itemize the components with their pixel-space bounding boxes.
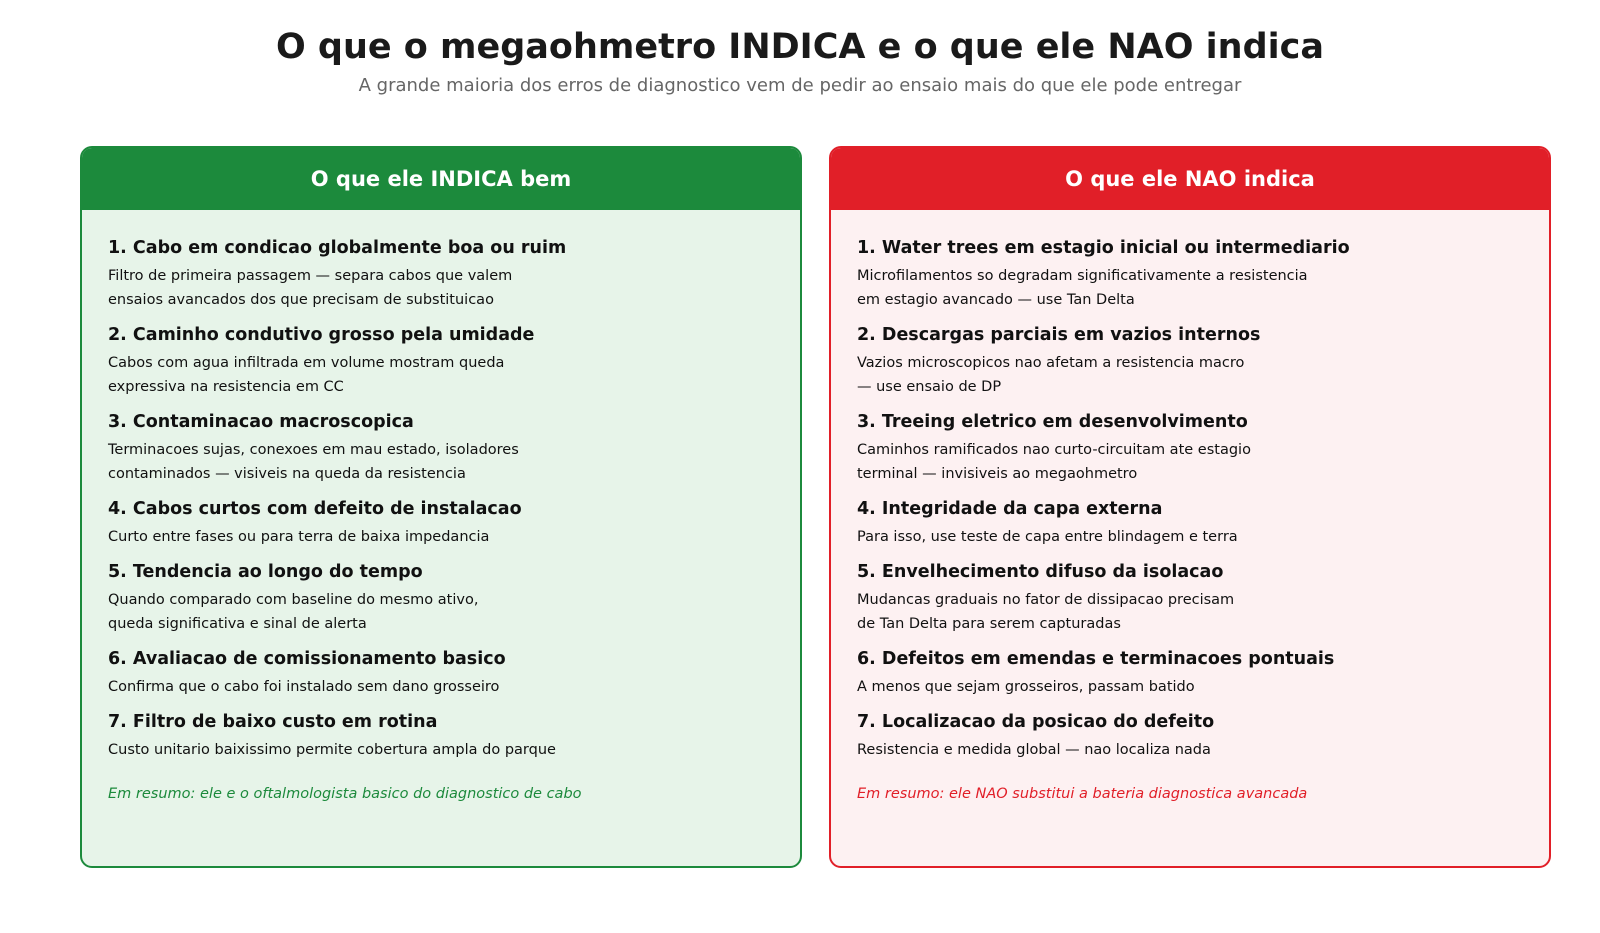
not-indicates-panel-header: O que ele NAO indica [831, 148, 1549, 210]
not-indicates-item-title: 7. Localizacao da posicao do defeito [857, 712, 1215, 732]
not-indicates-item [857, 236, 1523, 312]
not-indicates-item [857, 560, 1523, 636]
not-indicates-panel-body [831, 210, 1549, 806]
indicates-item-title: 4. Cabos curtos com defeito de instalacao [108, 499, 522, 519]
not-indicates-item [857, 323, 1523, 399]
indicates-item-title: 3. Contaminacao macroscopica [108, 412, 414, 432]
not-indicates-item-desc: Resistencia e medida global — nao localiza nada [857, 742, 1211, 758]
not-indicates-item [857, 497, 1523, 549]
not-indicates-item-desc: Para isso, use teste de capa entre blindagem e terra [857, 529, 1238, 545]
not-indicates-summary: Em resumo: ele NAO substitui a bateria diagnostica avancada [857, 786, 1308, 802]
not-indicates-item [857, 410, 1523, 486]
indicates-item [108, 323, 774, 399]
indicates-item [108, 497, 774, 549]
indicates-item-desc: Quando comparado com baseline do mesmo ativo, queda significativa e sinal de alerta [108, 592, 479, 632]
page-title: O que o megaohmetro INDICA e o que ele NAO indica [275, 27, 1325, 67]
page-subtitle: A grande maioria dos erros de diagnostico vem de pedir ao ensaio mais do que ele pode entregar [358, 75, 1242, 96]
not-indicates-item [857, 710, 1523, 762]
indicates-item [108, 410, 774, 486]
not-indicates-item-desc: A menos que sejam grosseiros, passam batido [857, 679, 1195, 695]
indicates-item [108, 647, 774, 699]
indicates-item [108, 560, 774, 636]
indicates-item-title: 7. Filtro de baixo custo em rotina [108, 712, 438, 732]
indicates-panel-header: O que ele INDICA bem [82, 148, 800, 210]
not-indicates-item [857, 647, 1523, 699]
not-indicates-item-desc: Microfilamentos so degradam significativamente a resistencia em estagio avancado — use Tan Delta [857, 268, 1308, 308]
not-indicates-item-title: 3. Treeing eletrico em desenvolvimento [857, 412, 1248, 432]
not-indicates-item-title: 2. Descargas parciais em vazios internos [857, 325, 1261, 345]
indicates-panel [80, 146, 802, 868]
not-indicates-item-desc: Caminhos ramificados nao curto-circuitam ate estagio terminal — invisiveis ao megaohmetro [857, 442, 1251, 482]
indicates-item-title: 2. Caminho condutivo grosso pela umidade [108, 325, 535, 345]
not-indicates-item-desc: Mudancas graduais no fator de dissipacao precisam de Tan Delta para serem capturadas [857, 592, 1235, 632]
indicates-item [108, 236, 774, 312]
indicates-item-desc: Terminacoes sujas, conexoes em mau estado, isoladores contaminados — visiveis na queda da resistencia [108, 442, 519, 482]
not-indicates-item-title: 4. Integridade da capa externa [857, 499, 1163, 519]
not-indicates-item-title: 6. Defeitos em emendas e terminacoes pontuais [857, 649, 1335, 669]
indicates-item-title: 1. Cabo em condicao globalmente boa ou ruim [108, 238, 567, 258]
indicates-summary: Em resumo: ele e o oftalmologista basico do diagnostico de cabo [108, 786, 582, 802]
indicates-item [108, 710, 774, 762]
not-indicates-panel [829, 146, 1551, 868]
indicates-item-title: 6. Avaliacao de comissionamento basico [108, 649, 506, 669]
indicates-item-desc: Filtro de primeira passagem — separa cabos que valem ensaios avancados dos que precisam de substituicao [108, 268, 513, 308]
not-indicates-item-title: 5. Envelhecimento difuso da isolacao [857, 562, 1224, 582]
indicates-item-desc: Confirma que o cabo foi instalado sem dano grosseiro [108, 679, 500, 695]
indicates-item-title: 5. Tendencia ao longo do tempo [108, 562, 423, 582]
not-indicates-item-title: 1. Water trees em estagio inicial ou intermediario [857, 238, 1350, 258]
indicates-item-desc: Curto entre fases ou para terra de baixa impedancia [108, 529, 490, 545]
indicates-item-desc: Custo unitario baixissimo permite cobertura ampla do parque [108, 742, 556, 758]
not-indicates-item-desc: Vazios microscopicos nao afetam a resistencia macro — use ensaio de DP [857, 355, 1245, 395]
indicates-panel-body [82, 210, 800, 806]
indicates-item-desc: Cabos com agua infiltrada em volume mostram queda expressiva na resistencia em CC [108, 355, 505, 395]
